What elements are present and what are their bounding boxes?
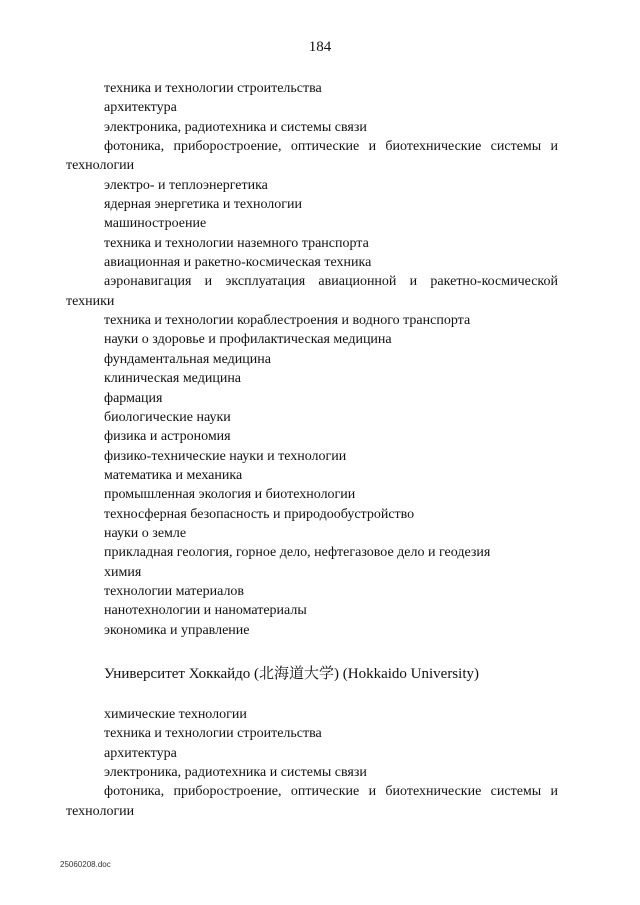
list-item: технологии материалов [104,583,245,599]
list-item: промышленная экология и биотехнологии [104,487,356,503]
field-list-first [66,79,558,640]
document-filename-footer: 25060208.doc [60,860,111,869]
list-item: архитектура [104,745,177,761]
list-item: биологические науки [104,409,231,425]
page-number: 184 [308,39,332,55]
list-item: авиационная и ракетно-космическая техника [104,255,372,271]
list-item: фармация [104,390,163,406]
list-item: электроника, радиотехника и системы связи [104,119,367,135]
list-item: науки о земле [104,525,187,541]
list-item: аэронавигация и эксплуатация авиационной и ракетно-космической техники [66,274,558,309]
list-item: фундаментальная медицина [104,351,271,367]
list-item: математика и механика [104,467,243,483]
list-item: машиностроение [104,216,207,232]
list-item: фотоника, приборостроение, оптические и биотехнические системы и технологии [66,139,558,174]
field-list-second [66,705,558,821]
list-item: прикладная геология, горное дело, нефтегазовое дело и геодезия [104,545,491,561]
list-item: архитектура [104,100,177,116]
list-item: фотоника, приборостроение, оптические и биотехнические системы и технологии [66,784,558,819]
list-item: экономика и управление [104,622,250,638]
list-item: электроника, радиотехника и системы связи [104,765,367,781]
list-item: физико-технические науки и технологии [104,448,347,464]
list-item: клиническая медицина [104,371,242,387]
list-item: техносферная безопасность и природообустройство [104,506,415,522]
list-item: физика и астрономия [104,429,231,445]
list-item: электро- и теплоэнергетика [104,177,268,193]
list-item: техника и технологии строительства [104,81,322,96]
list-item: техника и технологии кораблестроения и водного транспорта [104,313,471,329]
list-item: химические технологии [104,707,247,722]
university-heading: Университет Хоккайдо (北海道大学) (Hokkaido University) [104,666,479,682]
list-item: техника и технологии наземного транспорта [104,235,369,251]
list-item: техника и технологии строительства [104,726,322,742]
list-item: науки о здоровье и профилактическая медицина [104,332,392,348]
list-item: химия [104,564,142,580]
list-item: ядерная энергетика и технологии [104,197,302,213]
list-item: нанотехнологии и наноматериалы [104,603,307,619]
